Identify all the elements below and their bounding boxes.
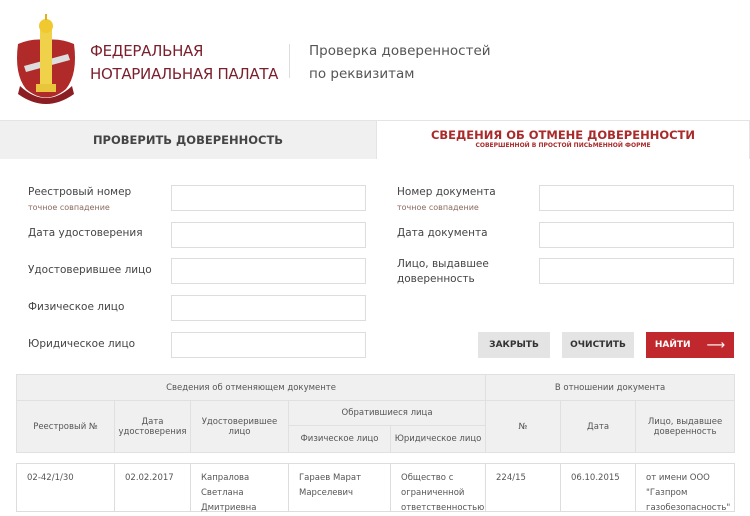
issuer-label: Лицо, выдавшее доверенность — [397, 258, 489, 285]
org-name-line1: ФЕДЕРАЛЬНАЯ — [90, 42, 204, 60]
subtitle-line2: по реквизитам — [309, 66, 415, 82]
column-header: Реестровый № — [17, 401, 115, 453]
clear-button[interactable]: ОЧИСТИТЬ — [562, 332, 634, 358]
document-date-label: Дата документа — [397, 227, 488, 239]
column-header: № — [486, 401, 561, 453]
arrow-right-icon: ⟶ — [706, 337, 726, 353]
legal-entity-label: Юридическое лицо — [28, 338, 136, 350]
individual-label: Физическое лицо — [28, 301, 125, 313]
column-header: Дата удостоверения — [115, 401, 191, 453]
group-header-related-document: В отношении документа — [486, 375, 735, 401]
issuer-input[interactable] — [539, 258, 734, 284]
certification-date-input[interactable] — [171, 222, 366, 248]
certification-date-label: Дата удостоверения — [28, 227, 143, 239]
subtitle-line1: Проверка доверенностей — [309, 43, 491, 59]
cell-document-number: 224/15 — [496, 473, 526, 483]
tab-sublabel: СОВЕРШЕННОЙ В ПРОСТОЙ ПИСЬМЕННОЙ ФОРМЕ — [475, 142, 651, 149]
tab-revocation-info[interactable] — [376, 120, 750, 159]
cell-legal-entity: Общество с ограниченной ответственностью — [401, 473, 485, 513]
column-header: Лицо, выдавшее доверенность — [636, 401, 735, 453]
document-number-input[interactable] — [539, 185, 734, 211]
org-name-line2: НОТАРИАЛЬНАЯ ПАЛАТА — [90, 65, 279, 83]
exact-match-hint: точное совпадение — [28, 203, 110, 212]
column-header: Юридическое лицо — [391, 426, 486, 453]
cell-individual: Гараев Марат Марселевич — [299, 473, 362, 498]
cell-document-date: 06.10.2015 — [571, 473, 620, 483]
subgroup-header-applicants: Обратившиеся лица — [289, 401, 486, 426]
tab-check-power-of-attorney[interactable] — [0, 120, 376, 159]
cell-registry-number: 02-42/1/30 — [27, 473, 74, 483]
certifying-person-label: Удостоверившее лицо — [28, 264, 152, 276]
column-header: Удостоверившее лицо — [191, 401, 289, 453]
page-subtitle — [309, 40, 491, 86]
notary-chamber-logo — [12, 14, 80, 102]
close-button[interactable]: ЗАКРЫТЬ — [478, 332, 550, 358]
exact-match-hint: точное совпадение — [397, 203, 479, 212]
group-header-revoking-document: Сведения об отменяющем документе — [17, 375, 486, 401]
tab-label: СВЕДЕНИЯ ОБ ОТМЕНЕ ДОВЕРЕННОСТИ — [430, 128, 696, 142]
document-date-input[interactable] — [539, 222, 734, 248]
registry-number-label: Реестровый номер точное совпадение — [28, 185, 131, 215]
cell-certifying-person: Капралова Светлана Дмитриевна — [201, 473, 257, 513]
cell-issuer: от имени ООО "Газпром газобезопасность" — [646, 473, 731, 513]
results-table-header — [16, 374, 735, 453]
organization-name — [90, 40, 278, 86]
find-button[interactable] — [646, 332, 734, 358]
results-table — [16, 463, 735, 512]
cell-certification-date: 02.02.2017 — [125, 473, 174, 483]
certifying-person-input[interactable] — [171, 258, 366, 284]
find-label: НАЙТИ — [654, 340, 691, 350]
table-row — [17, 464, 735, 512]
individual-input[interactable] — [171, 295, 366, 321]
legal-entity-input[interactable] — [171, 332, 366, 358]
registry-number-input[interactable] — [171, 185, 366, 211]
tab-label: ПРОВЕРИТЬ ДОВЕРЕННОСТЬ — [92, 133, 284, 147]
header-divider — [289, 44, 290, 78]
column-header: Физическое лицо — [289, 426, 391, 453]
document-number-label: Номер документа точное совпадение — [397, 185, 496, 215]
column-header: Дата — [561, 401, 636, 453]
